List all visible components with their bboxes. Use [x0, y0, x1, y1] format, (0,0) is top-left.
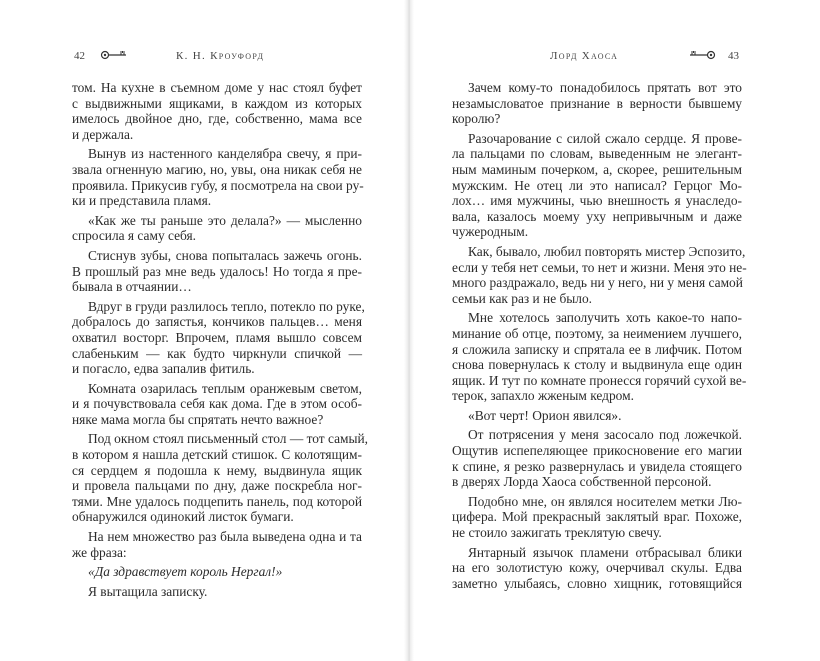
text-line: и погасло, едва запалив фитиль. [72, 361, 255, 377]
text-line: незамысловатое признание в верности бывшему [452, 95, 742, 111]
text-line: снова повернулась к столу и выдвинула еще один [452, 357, 742, 373]
paragraph [72, 431, 368, 525]
text-line: Зачем кому-то понадобилось прятать вот это [468, 80, 742, 95]
paragraph [452, 494, 742, 541]
text-line: Стиснув зубы, снова попыталась зажечь огонь. [88, 247, 362, 263]
text-line: Под окном стоял письменный стол — тот самый, [88, 431, 368, 447]
text-line: Как, бывало, любил повторять мистер Эспозито, [468, 243, 746, 259]
paragraph [452, 243, 747, 306]
text-line: Вдруг в груди разлилось тепло, потекло по руке, [88, 298, 365, 314]
text-line: ки и представила пламя. [72, 193, 212, 209]
book-gutter [404, 0, 414, 661]
paragraph [72, 213, 362, 244]
text-line: тями. Мне удалось подцепить панель, под которой [72, 493, 362, 509]
paragraph [72, 381, 362, 428]
text-line: не стоило зажигать треклятую свечу. [452, 525, 662, 541]
text-line: Мне хотелось заполучить хоть какое-то напо- [468, 310, 742, 326]
page-text [72, 80, 368, 599]
text-line: Ощутив испепеляющее прикосновение его магии [452, 443, 742, 459]
text-line: «Вот черт! Орион явился». [468, 407, 622, 423]
key-ornament-icon [688, 48, 716, 62]
text-line: же фраза: [72, 544, 127, 560]
text-line: От потрясения у меня засосало под ложечкой. [468, 427, 742, 443]
paragraph [452, 80, 742, 127]
paragraph [72, 584, 362, 600]
page-number: 42 [74, 50, 85, 62]
paragraph [72, 298, 365, 377]
text-line: королю? [452, 111, 501, 127]
text-line: Комната озарилась теплым оранжевым светом, [88, 380, 362, 396]
text-line: «Как же ты раньше это делала?» — мысленно [88, 212, 362, 228]
paragraph [452, 310, 747, 404]
text-line: я сложила записку и спрятала ее в лифчик. Потом [452, 341, 742, 357]
text-line: и держала. [72, 126, 134, 142]
page-right [452, 0, 752, 661]
text-line: чужеродным. [452, 224, 529, 240]
page-left [72, 0, 372, 661]
text-line: обнаружился одинокий листок бумаги. [72, 509, 294, 525]
text-line: минание об отце, поэтому, за неимением лучшего, [452, 325, 742, 341]
text-line: ящик. И тут по комнате пронесся горячий сухой ве- [452, 372, 747, 388]
paragraph [72, 564, 362, 580]
text-line: мужским. Не отец ли это написал? Герцог Мо- [452, 177, 742, 193]
key-ornament-icon [100, 48, 128, 62]
text-line: ся сердцем я подошла к нему, выдвинула ящик [72, 462, 362, 478]
text-line: Вынув из настенного канделябра свечу, я при- [88, 146, 362, 162]
text-line: с выдвижными ящиками, в каждом из которых [72, 95, 362, 111]
text-line: семьи как раз и не было. [452, 290, 593, 306]
page-header [452, 48, 744, 64]
text-line: На нем множество раз была выведена одна и та [88, 529, 362, 545]
text-line: к спине, я резко развернулась и увидела стоящего [452, 458, 742, 474]
running-head-title: Лорд Хаоса [550, 50, 619, 62]
text-line: цифера. Мой прекрасный заклятый враг. Похоже, [452, 509, 742, 525]
text-line: слабеньким — как будто чиркнули спичкой — [72, 345, 362, 361]
text-line: если у тебя нет семьи, то нет и жизни. Меня это не- [452, 259, 747, 275]
paragraph [72, 146, 362, 208]
paragraph [452, 427, 742, 489]
text-line: звала огненную магию, но, увы, она никак себя не [72, 161, 362, 177]
text-line: ным маминым почерком, а, скорее, решительным [452, 161, 742, 177]
paragraph [452, 408, 742, 424]
text-line: «Да здравствует король Нергал!» [88, 564, 283, 580]
text-line: имелось двойное дно, где, собственно, мама все [72, 111, 362, 127]
text-line: бывала в отчаянии… [72, 279, 192, 295]
text-line: добралось до запястья, кончиков пальцев… меня [72, 314, 362, 330]
paragraph [72, 529, 362, 560]
text-line: в котором я нашла детский стишок. С колотящим- [72, 447, 362, 463]
page-number: 43 [728, 50, 739, 62]
text-line: Разочарование с силой сжало сердце. Я прове- [468, 130, 742, 146]
paragraph [452, 131, 742, 240]
text-line: Я вытащила записку. [88, 583, 208, 599]
text-line: няке мама могла бы спрятать нечто важное? [72, 411, 324, 427]
text-line: в дверях Лорда Хаоса собственной персоной. [452, 474, 712, 490]
text-line: ла пальцами по словам, выведенным не элегант- [452, 146, 742, 162]
text-line: и я почувствовала себя как дома. Где в этом особ- [72, 396, 362, 412]
paragraph [72, 80, 362, 142]
text-line: охватил восторг. Впрочем, пламя вышло совсем [72, 329, 362, 345]
text-line: заметно улыбаясь, словно хищник, готовящийся [452, 575, 742, 591]
text-line: вала, казалось моему уху непривычным и даже [452, 208, 742, 224]
paragraph [452, 545, 742, 592]
text-line: терок, запахло жженым кедром. [452, 388, 634, 404]
text-line: и провела пальцами по дну, даже поскребла ног- [72, 478, 362, 494]
page-header [72, 48, 364, 64]
text-line: спросила я саму себя. [72, 228, 197, 244]
text-line: В прошлый раз мне ведь удалось! Но тогда я пре- [72, 263, 362, 279]
text-line: лох… имя мужчины, чью внешность я унаследо- [452, 193, 742, 209]
text-line: Подобно мне, он являлся носителем метки Лю- [468, 493, 742, 509]
text-line: много раздражало, ведь ни у него, ни у меня самой [452, 275, 743, 291]
paragraph [72, 248, 362, 295]
text-line: Янтарный язычок пламени отбрасывал блики [468, 544, 742, 560]
text-line: том. На кухне в съемном доме у нас стоял буфет [72, 80, 362, 95]
page-text [452, 80, 747, 591]
text-line: на его золотистую кожу, очерчивал скулы. Едва [452, 560, 742, 576]
running-head-author: К. Н. Кроуфорд [176, 50, 265, 62]
text-line: проявила. Прикусив губу, я посмотрела на свои ру- [72, 177, 364, 193]
